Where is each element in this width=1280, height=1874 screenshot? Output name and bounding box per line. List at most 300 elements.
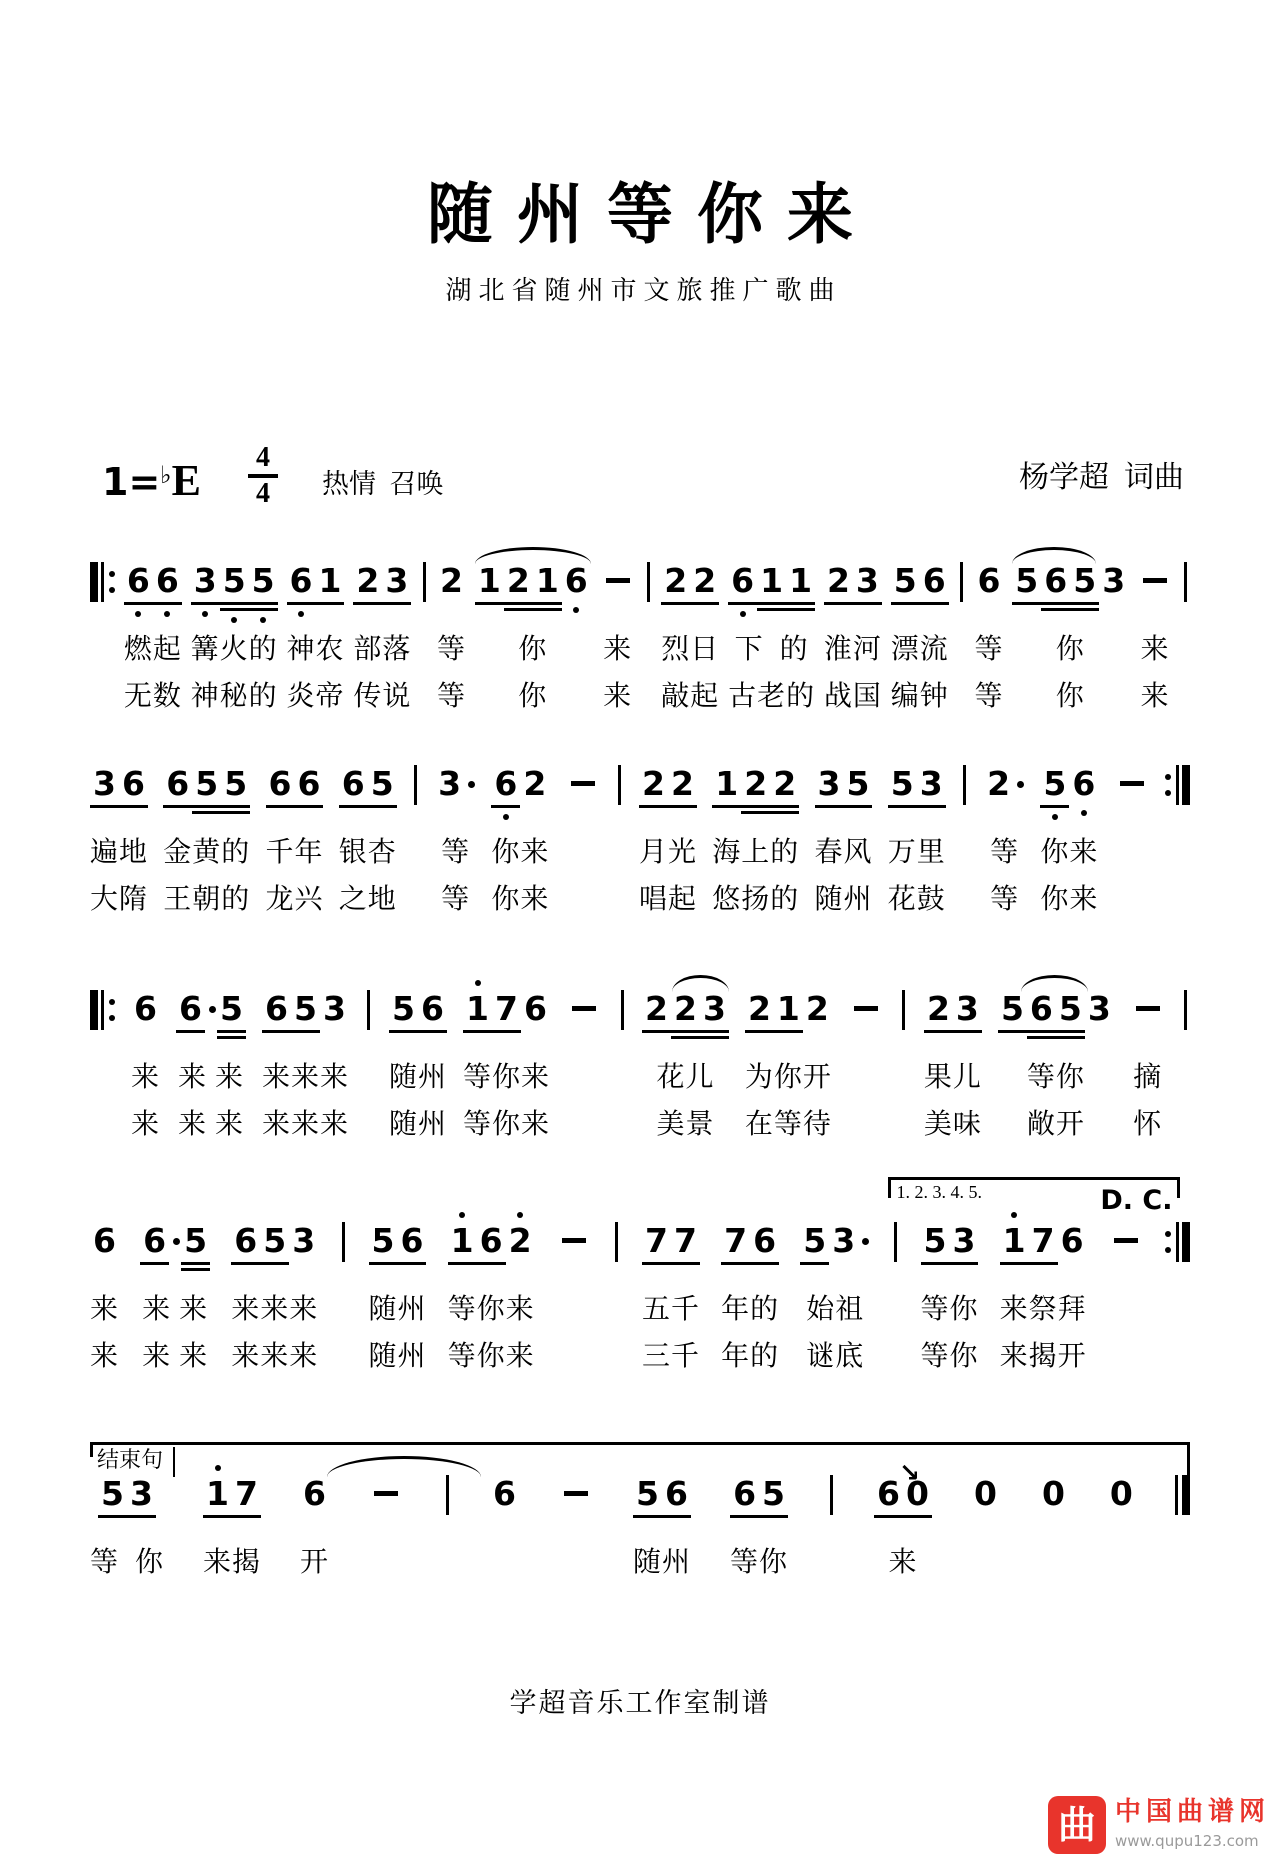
key-prefix: 1= xyxy=(102,460,161,504)
repeat-dots xyxy=(1165,765,1171,805)
note-digit: 6 xyxy=(418,990,447,1028)
note-group xyxy=(1137,549,1173,583)
beat-column xyxy=(353,549,411,721)
note-digit: 5 xyxy=(843,765,872,803)
note-body xyxy=(721,1222,750,1260)
notes-area xyxy=(621,977,624,1055)
barline xyxy=(615,1222,618,1262)
note xyxy=(300,1462,329,1526)
notes-area xyxy=(566,977,602,1055)
note xyxy=(662,1462,691,1530)
lyric-word: 唱起 xyxy=(639,884,698,915)
lyric-word: 等 xyxy=(990,837,1020,868)
note-group xyxy=(998,977,1114,1051)
lyric-word: 等你 xyxy=(730,1547,789,1578)
note-digit: 2 xyxy=(987,764,1011,803)
notes-area xyxy=(163,752,250,830)
note xyxy=(260,1209,289,1277)
beat-column xyxy=(287,549,345,721)
notes-area xyxy=(639,752,697,830)
dash-note xyxy=(558,1462,594,1496)
note-body xyxy=(437,562,466,600)
low-octave-dot xyxy=(1081,810,1087,816)
note-digit: 5 xyxy=(192,765,221,803)
note-group xyxy=(140,1209,210,1283)
note-group xyxy=(642,977,729,1051)
notes-area xyxy=(830,1462,833,1540)
note-group xyxy=(90,1209,119,1273)
note-body xyxy=(829,1222,870,1260)
beat-column xyxy=(90,549,115,721)
lyric-word: 等你 xyxy=(920,1341,979,1372)
notes-area xyxy=(353,549,411,627)
note-body xyxy=(506,1222,535,1260)
dash-note xyxy=(1114,752,1150,786)
notes-area xyxy=(1165,1209,1190,1287)
duration-dot xyxy=(209,1006,216,1013)
note-group xyxy=(815,752,873,820)
note-body xyxy=(1058,1222,1087,1260)
music-system-1 xyxy=(90,549,1190,721)
note-digit: 6 xyxy=(294,765,323,803)
note-digit: 6 xyxy=(140,1222,169,1260)
note-digit: 5 xyxy=(1070,562,1099,600)
note xyxy=(369,1209,398,1277)
beat-column xyxy=(644,549,652,721)
note-digit: 6 xyxy=(153,562,182,600)
lyric-word xyxy=(981,1540,989,1587)
note-group xyxy=(661,549,719,617)
note-body xyxy=(750,1222,779,1260)
note-digit: 6 xyxy=(266,765,295,803)
barline xyxy=(1184,562,1187,602)
lyric-word: 战国 xyxy=(823,681,882,712)
beat-column xyxy=(874,1458,932,1587)
beat-column xyxy=(721,1209,779,1381)
note-digit: 6 xyxy=(730,1475,759,1513)
low-octave-dot xyxy=(202,611,208,617)
note-body xyxy=(1039,1475,1068,1513)
note-digit: 5 xyxy=(1056,990,1085,1028)
notes-area xyxy=(600,549,636,627)
lyric-word: 摘 xyxy=(1133,1062,1163,1093)
note-body xyxy=(262,990,291,1028)
note-group xyxy=(131,977,160,1041)
note-digit: 1 xyxy=(463,990,492,1028)
lyric-word: 果儿 xyxy=(923,1062,982,1093)
lyric-word xyxy=(618,1102,626,1149)
repeat-dots xyxy=(109,990,115,1030)
note-digit: 2 xyxy=(770,765,799,803)
lyric-word xyxy=(613,1287,621,1334)
lyric-word xyxy=(99,674,107,721)
note-digit: 5 xyxy=(1012,562,1041,600)
note-body xyxy=(477,1222,506,1260)
expression-marking: 热情 召唤 xyxy=(322,469,444,499)
lyric-word: 你来 xyxy=(491,884,550,915)
note xyxy=(492,977,521,1045)
note-group xyxy=(231,1209,318,1277)
note-digit: 5 xyxy=(998,990,1027,1028)
lyric-word: 来 xyxy=(131,1062,161,1093)
notes-area xyxy=(894,1209,897,1287)
note xyxy=(316,549,345,617)
note-group xyxy=(203,1462,261,1530)
note-digit: 6 xyxy=(93,1221,116,1260)
note-digit: 6 xyxy=(477,1222,506,1260)
music-system-3 xyxy=(90,977,1190,1149)
lyric-word xyxy=(961,877,969,924)
note-body xyxy=(260,1222,289,1260)
barline xyxy=(830,1475,833,1515)
note-body xyxy=(924,990,953,1028)
low-octave-dot xyxy=(164,611,170,617)
dash-note xyxy=(848,977,884,1011)
note-body xyxy=(921,1222,950,1260)
note-body xyxy=(124,562,153,600)
note-group xyxy=(566,977,602,1011)
notes-area xyxy=(891,549,949,627)
key-signature xyxy=(102,454,201,503)
notes-area xyxy=(437,549,466,627)
lyric-word: 始祖 xyxy=(806,1294,865,1325)
note xyxy=(353,549,382,617)
note xyxy=(262,977,291,1045)
note-body xyxy=(1012,562,1041,600)
note-digit: 2 xyxy=(668,765,697,803)
note-digit: 0 xyxy=(1109,1474,1133,1513)
beat-column xyxy=(491,752,549,924)
lyric-word: 你来 xyxy=(1040,837,1099,868)
lyric-word: 等 你 xyxy=(90,1547,165,1578)
beat-column xyxy=(435,752,476,924)
lyric-word xyxy=(1122,1287,1130,1334)
note-body xyxy=(320,990,349,1028)
note-group xyxy=(1107,1462,1136,1526)
note-digit: 1 xyxy=(203,1475,232,1513)
notes-area xyxy=(1175,1462,1190,1540)
note xyxy=(90,1209,119,1273)
music-system-2 xyxy=(90,752,1190,924)
barline xyxy=(618,765,621,805)
notes-area xyxy=(423,549,426,627)
note-body xyxy=(291,990,320,1028)
note-digit: 2 xyxy=(440,561,464,600)
lyric-word: 来 xyxy=(1140,634,1170,665)
note-body xyxy=(1027,990,1056,1028)
ending-phrase-label: 结束句 xyxy=(93,1447,175,1477)
note xyxy=(1107,1462,1136,1526)
note-digit: 2 xyxy=(745,990,774,1028)
note-group xyxy=(971,1462,1000,1526)
beat-column xyxy=(616,752,624,924)
note-digit: 7 xyxy=(1029,1222,1058,1260)
note-body xyxy=(974,562,1003,600)
time-signature xyxy=(248,444,278,508)
notes-area xyxy=(1012,549,1128,627)
lyric-word: 随州 xyxy=(368,1341,427,1372)
note-digit: 1 xyxy=(712,765,741,803)
note-digit: 3 xyxy=(949,1222,978,1260)
note-group xyxy=(921,1209,979,1277)
note-digit: 2 xyxy=(504,562,533,600)
lyric-word: 来 xyxy=(90,1341,120,1372)
note xyxy=(1029,1209,1058,1277)
note-digit: 6 xyxy=(163,765,192,803)
note-digit: 5 xyxy=(217,990,246,1028)
lyric-word: 神秘的 xyxy=(190,681,278,712)
note-digit: 2 xyxy=(671,990,700,1028)
beat-column xyxy=(1182,977,1190,1149)
note-digit: 1 xyxy=(786,562,815,600)
lyric-word: 等 xyxy=(441,884,471,915)
lyric-word xyxy=(1182,1055,1190,1102)
lyric-word xyxy=(339,1334,347,1381)
note xyxy=(728,549,757,623)
notes-area xyxy=(90,1209,119,1287)
key-signature-line xyxy=(90,444,1190,510)
note-body xyxy=(448,1222,477,1260)
note-digit: 5 xyxy=(98,1475,127,1513)
notes-area xyxy=(389,977,447,1055)
lyric-word xyxy=(572,1540,580,1587)
beat-column xyxy=(924,977,982,1149)
note-body xyxy=(368,765,397,803)
notes-area xyxy=(1165,752,1190,830)
note-digit: 3 xyxy=(292,1221,316,1260)
note-digit: 3 xyxy=(1087,989,1111,1028)
dash-bar xyxy=(1143,578,1167,583)
note-digit: 1 xyxy=(475,562,504,600)
lyric-word: 王朝的 xyxy=(163,884,251,915)
note-digit: 5 xyxy=(921,1222,950,1260)
note-group xyxy=(1108,1209,1144,1243)
beat-column xyxy=(203,1462,261,1587)
system-row xyxy=(90,977,1190,1149)
repeat-dots xyxy=(1165,1222,1171,1262)
note-body xyxy=(176,990,217,1028)
lyric-word: 等你来 xyxy=(447,1294,535,1325)
lyric-word: 随州 xyxy=(633,1547,692,1578)
lyric-word: 之地 xyxy=(338,884,397,915)
note-body xyxy=(745,990,774,1028)
barline xyxy=(647,562,650,602)
notes-area xyxy=(300,1462,329,1540)
note-body xyxy=(521,990,550,1028)
notes-area xyxy=(888,752,946,830)
lyric-word: 等 xyxy=(437,681,467,712)
dash-note xyxy=(556,1209,592,1243)
lyric-word xyxy=(1182,1102,1190,1149)
lyric-word xyxy=(827,1540,835,1587)
notes-area xyxy=(902,977,905,1055)
note-body xyxy=(316,562,345,600)
beat-column xyxy=(262,977,349,1149)
note-body xyxy=(418,990,447,1028)
notes-area xyxy=(558,1462,594,1540)
notes-area xyxy=(824,549,882,627)
note-digit: 3 xyxy=(191,562,220,600)
repeat-end-barline xyxy=(1165,1222,1190,1262)
note-body xyxy=(221,765,250,803)
lyric-word xyxy=(1128,830,1136,877)
notes-area xyxy=(963,752,966,830)
note-body xyxy=(1056,990,1085,1028)
note-body xyxy=(998,990,1027,1028)
note xyxy=(98,1462,127,1530)
note-body xyxy=(90,1222,119,1260)
note xyxy=(220,549,249,623)
lyric-word: 春风 xyxy=(814,837,873,868)
note xyxy=(953,977,982,1045)
lyric-word: 谜底 xyxy=(806,1341,865,1372)
note-digit: 7 xyxy=(671,1222,700,1260)
notes-area xyxy=(1108,1209,1144,1287)
lyric-word xyxy=(1128,877,1136,924)
lyric-word: 花儿 xyxy=(656,1062,715,1093)
note-digit: 5 xyxy=(1040,765,1069,803)
note-body xyxy=(181,1222,210,1260)
notes-area xyxy=(176,977,246,1055)
dash-note xyxy=(1130,977,1166,1011)
dash-bar xyxy=(571,781,595,786)
note-digit: 7 xyxy=(492,990,521,1028)
note-body xyxy=(642,990,671,1028)
note-body xyxy=(920,562,949,600)
lyric-word: 随州 xyxy=(814,884,873,915)
note xyxy=(661,549,690,617)
lyric-word xyxy=(1173,830,1181,877)
notes-area xyxy=(124,549,182,627)
note-body xyxy=(217,990,246,1028)
note xyxy=(291,977,320,1045)
beat-column xyxy=(1012,549,1128,721)
beat-column xyxy=(730,1462,788,1587)
beat-column xyxy=(745,977,832,1149)
lyric-word: 烈日 xyxy=(661,634,720,665)
lyric-word xyxy=(420,627,428,674)
note-digit: 6 xyxy=(728,562,757,600)
note-body xyxy=(690,562,719,600)
note-body xyxy=(786,562,815,600)
lyric-word xyxy=(99,1102,107,1149)
note xyxy=(287,549,316,617)
note-body xyxy=(949,1222,978,1260)
notes-area xyxy=(1000,1209,1087,1287)
note-group xyxy=(124,549,182,617)
note-body xyxy=(662,1475,691,1513)
note-body xyxy=(127,1475,156,1513)
song-subtitle: 湖北省随州市文旅推广歌曲 xyxy=(445,276,842,305)
da-capo-mark: D. C. xyxy=(1100,1185,1173,1216)
lyric-word xyxy=(616,830,624,877)
note-body xyxy=(353,562,382,600)
lyric-word: 三千 xyxy=(642,1341,701,1372)
notes-area xyxy=(960,549,963,627)
note-digit: 5 xyxy=(389,990,418,1028)
lyric-word: 来 来 xyxy=(142,1341,209,1372)
barline xyxy=(960,562,963,602)
note-digit: 6 xyxy=(977,561,1001,600)
notes-area xyxy=(615,1209,618,1287)
dash-bar xyxy=(572,1006,596,1011)
low-octave-dot xyxy=(231,617,237,623)
lyric-word: 传说 xyxy=(353,681,412,712)
note-body xyxy=(119,765,148,803)
notes-area xyxy=(90,977,115,1055)
beat-column xyxy=(728,549,815,721)
notes-area xyxy=(974,549,1003,627)
beat-column xyxy=(800,1209,870,1381)
beat-column xyxy=(339,752,397,924)
note-body xyxy=(661,562,690,600)
beat-column xyxy=(90,1209,119,1381)
barline xyxy=(621,990,624,1030)
volta-label: 1. 2. 3. 4. 5. xyxy=(896,1182,982,1202)
note-digit: 2 xyxy=(639,765,668,803)
note-group xyxy=(266,752,324,820)
lyric-word: 炎帝 xyxy=(286,681,345,712)
notes-area xyxy=(647,549,650,627)
meter-denominator: 4 xyxy=(256,478,270,509)
lyric-word xyxy=(891,1334,899,1381)
note-group xyxy=(1114,752,1150,786)
lyric-word: 古老的 xyxy=(728,681,816,712)
site-logo: 曲 xyxy=(1048,1796,1106,1854)
notes-area xyxy=(815,752,873,830)
lyric-word: 随州 xyxy=(388,1062,447,1093)
note-body xyxy=(774,990,803,1028)
lyric-word: 你 xyxy=(518,681,548,712)
dash-bar xyxy=(606,578,630,583)
note-body xyxy=(668,765,697,803)
notes-area xyxy=(921,1209,979,1287)
note-digit: 2 xyxy=(642,990,671,1028)
note-digit: 3 xyxy=(853,562,882,600)
notes-area xyxy=(924,977,982,1055)
note xyxy=(642,1209,671,1277)
lyric-word: 等你来 xyxy=(447,1341,535,1372)
note-digit: 1 xyxy=(1000,1222,1029,1260)
note-body xyxy=(1069,765,1098,803)
note-group xyxy=(874,1458,932,1530)
note xyxy=(181,1209,210,1283)
note-group xyxy=(353,549,411,617)
lyric-word: 海上的 xyxy=(712,837,800,868)
note-digit: 1 xyxy=(448,1222,477,1260)
dash-note xyxy=(368,1462,404,1496)
barline xyxy=(1184,990,1187,1030)
beat-column xyxy=(448,1209,535,1381)
lyric-word: 来 来 xyxy=(177,1062,244,1093)
notes-area xyxy=(745,977,832,1055)
note-digit: 6 xyxy=(662,1475,691,1513)
beat-column xyxy=(131,977,160,1149)
note-digit: 3 xyxy=(90,765,119,803)
notes-area xyxy=(633,1462,691,1540)
note-body xyxy=(435,765,476,803)
lyric-word: 等 xyxy=(437,634,467,665)
note-body xyxy=(917,765,946,803)
note-group xyxy=(475,549,591,623)
notes-area xyxy=(971,1462,1000,1540)
lyric-word: 银杏 xyxy=(338,837,397,868)
note xyxy=(231,1209,260,1277)
notes-area xyxy=(98,1462,156,1540)
beat-column xyxy=(420,549,428,721)
note xyxy=(217,977,246,1051)
lyric-word: 下 的 xyxy=(734,634,809,665)
